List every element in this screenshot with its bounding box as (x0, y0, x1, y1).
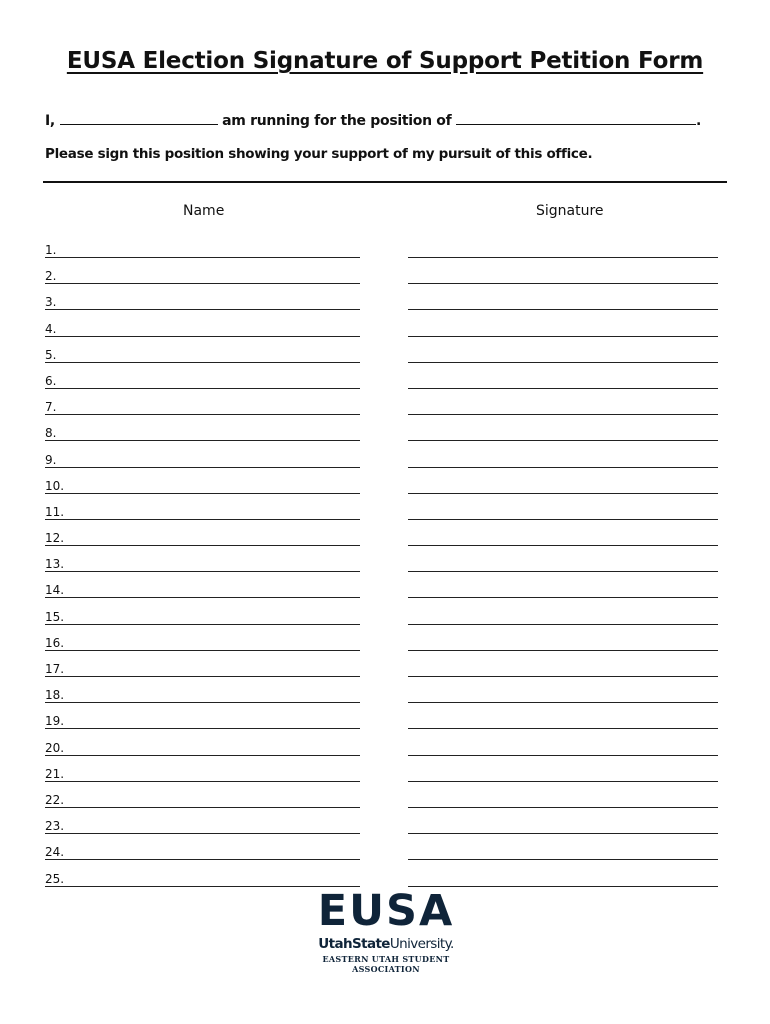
table-row (0, 294, 770, 320)
name-line[interactable] (45, 440, 360, 441)
table-row (0, 399, 770, 425)
name-line[interactable] (45, 624, 360, 625)
table-row (0, 582, 770, 608)
name-line[interactable] (45, 807, 360, 808)
signature-line[interactable] (408, 467, 718, 468)
name-line[interactable] (45, 886, 360, 887)
table-row (0, 766, 770, 792)
row-number: 25. (45, 871, 65, 886)
name-line[interactable] (45, 309, 360, 310)
signature-line[interactable] (408, 859, 718, 860)
row-number: 2. (45, 269, 57, 284)
signature-line[interactable] (408, 597, 718, 598)
signature-line[interactable] (408, 493, 718, 494)
signature-line[interactable] (408, 388, 718, 389)
name-line[interactable] (45, 336, 360, 337)
signature-line[interactable] (408, 702, 718, 703)
name-line[interactable] (45, 257, 360, 258)
signature-line[interactable] (408, 624, 718, 625)
name-line[interactable] (45, 597, 360, 598)
row-number: 1. (45, 243, 57, 257)
signature-line[interactable] (408, 440, 718, 441)
signature-line[interactable] (408, 257, 718, 258)
signature-line[interactable] (408, 545, 718, 546)
table-row (0, 504, 770, 530)
name-line[interactable] (45, 833, 360, 834)
row-number: 22. (45, 792, 65, 807)
table-row (0, 818, 770, 844)
signature-rows (0, 242, 770, 897)
name-line[interactable] (45, 388, 360, 389)
row-number: 23. (45, 819, 65, 834)
signature-line[interactable] (408, 728, 718, 729)
table-row (0, 321, 770, 347)
table-row (0, 530, 770, 556)
table-row (0, 347, 770, 373)
signature-line[interactable] (408, 571, 718, 572)
row-number: 8. (45, 426, 57, 441)
row-number: 6. (45, 373, 57, 388)
logo-association: EASTERN UTAH STUDENT ASSOCIATION (322, 954, 450, 974)
row-number: 21. (45, 766, 65, 781)
table-row (0, 268, 770, 294)
name-line[interactable] (45, 571, 360, 572)
row-number: 20. (45, 740, 65, 755)
table-row (0, 425, 770, 451)
name-line[interactable] (45, 545, 360, 546)
header-divider (43, 181, 727, 183)
logo-university (296, 936, 476, 952)
row-number: 24. (45, 845, 65, 860)
name-line[interactable] (45, 755, 360, 756)
row-number: 4. (45, 321, 57, 336)
row-number: 10. (45, 478, 65, 493)
row-number: 3. (45, 295, 57, 310)
table-row (0, 556, 770, 582)
signature-line[interactable] (408, 676, 718, 677)
signature-line[interactable] (408, 414, 718, 415)
row-number: 9. (45, 452, 57, 467)
row-number: 17. (45, 662, 65, 676)
position-blank[interactable] (456, 112, 696, 125)
signature-line[interactable] (408, 336, 718, 337)
name-line[interactable] (45, 493, 360, 494)
statement-middle: am running for the position of (222, 113, 452, 129)
name-line[interactable] (45, 467, 360, 468)
signature-line[interactable] (408, 283, 718, 284)
name-line[interactable] (45, 781, 360, 782)
row-number: 7. (45, 400, 57, 415)
table-row (0, 478, 770, 504)
row-number: 12. (45, 531, 65, 546)
row-number: 5. (45, 347, 57, 362)
signature-line[interactable] (408, 781, 718, 782)
statement-prefix: I, (45, 113, 55, 129)
table-row (0, 844, 770, 870)
signature-line[interactable] (408, 362, 718, 363)
name-line[interactable] (45, 650, 360, 651)
signature-line[interactable] (408, 755, 718, 756)
signature-line[interactable] (408, 807, 718, 808)
logo-university-rest: University. (389, 936, 454, 952)
statement-suffix: . (696, 113, 702, 129)
name-line[interactable] (45, 676, 360, 677)
row-number: 14. (45, 583, 65, 598)
row-number: 11. (45, 504, 65, 519)
signature-line[interactable] (408, 650, 718, 651)
name-column-header: Name (183, 203, 225, 219)
row-number: 15. (45, 609, 65, 624)
row-number: 13. (45, 557, 65, 572)
logo-wordmark: EUSA (317, 886, 455, 936)
signature-line[interactable] (408, 309, 718, 310)
table-row (0, 740, 770, 766)
row-number: 19. (45, 714, 65, 729)
table-row (0, 242, 770, 268)
name-line[interactable] (45, 283, 360, 284)
signature-line[interactable] (408, 886, 718, 887)
eusa-logo (296, 888, 476, 974)
name-line[interactable] (45, 362, 360, 363)
name-line[interactable] (45, 414, 360, 415)
signature-line[interactable] (408, 519, 718, 520)
logo-university-bold: UtahState (318, 936, 390, 952)
row-number: 16. (45, 635, 65, 650)
name-line[interactable] (45, 702, 360, 703)
table-row (0, 635, 770, 661)
signature-column-header: Signature (536, 203, 604, 219)
signature-line[interactable] (408, 833, 718, 834)
page-title: EUSA Election Signature of Support Petition Form (66, 48, 704, 74)
name-line[interactable] (45, 519, 360, 520)
support-statement: Please sign this position showing your support of my pursuit of this office. (45, 146, 593, 162)
table-row (0, 661, 770, 687)
name-line[interactable] (45, 728, 360, 729)
name-line[interactable] (45, 859, 360, 860)
candidate-name-blank[interactable] (60, 112, 218, 125)
table-row (0, 713, 770, 739)
table-row (0, 373, 770, 399)
table-row (0, 452, 770, 478)
candidate-statement (45, 112, 701, 129)
table-row (0, 609, 770, 635)
table-row (0, 792, 770, 818)
row-number: 18. (45, 688, 65, 703)
table-row (0, 687, 770, 713)
